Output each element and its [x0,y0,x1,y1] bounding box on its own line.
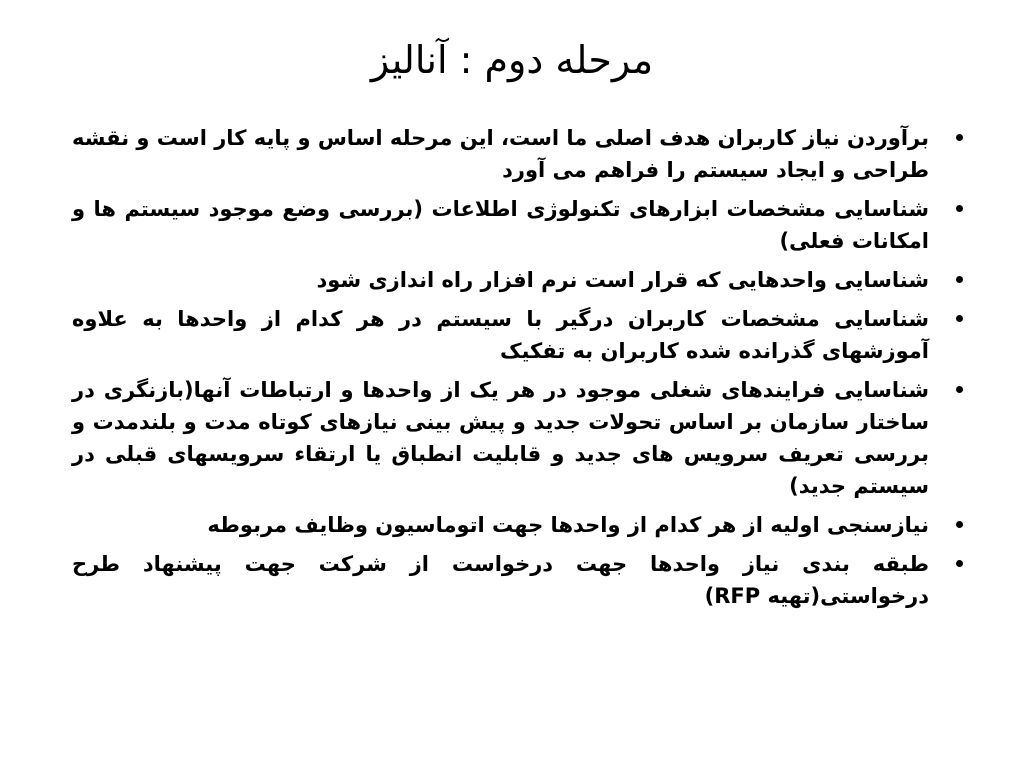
bullet-dot-icon [956,276,963,283]
bullet-dot-icon [956,560,963,567]
bullet-text: شناسایی مشخصات کاربران درگیر با سیستم در هر کدام از واحدها به علاوه آموزشهای گذرانده شده کاربران به تفکیک [72,307,929,363]
bullet-dot-icon [956,521,963,528]
bullet-item [72,374,967,502]
bullet-item [72,548,967,612]
bullet-dot-icon [956,205,963,212]
bullet-text: نیازسنجی اولیه از هر کدام از واحدها جهت اتوماسیون وظایف مربوطه [207,513,929,537]
bullet-text: شناسایی فرایندهای شغلی موجود در هر یک از واحدها و ارتباطات آنها(بازنگری در ساختار سازمان بر اساس تحولات جدید و پیش بینی نیازهای کوتاه مدت و بلندمدت و بررسی تعریف سرویس های جدید و قابلیت انطباق یا ارتقاء سرویسهای قبلی در سیستم جدید) [72,378,929,498]
bullet-item [72,509,967,541]
bullet-item [72,303,967,367]
slide-title: مرحله دوم : آنالیز [370,38,654,82]
bullet-dot-icon [956,134,963,141]
bullet-dot-icon [956,315,963,322]
bullet-item [72,193,967,257]
bullet-text: طبقه بندی نیاز واحدها جهت درخواست از شرکت جهت پیشنهاد طرح درخواستی(تهیه RFP) [72,552,929,608]
bullet-list [72,122,967,619]
bullet-text: شناسایی مشخصات ابزارهای تکنولوژی اطلاعات (بررسی وضع موجود سیستم ها و امکانات فعلی) [72,197,929,253]
bullet-item [72,122,967,186]
bullet-text: شناسایی واحدهایی که قرار است نرم افزار راه اندازی شود [316,268,929,292]
bullet-text: برآوردن نیاز کاربران هدف اصلی ما است، این مرحله اساس و پایه کار است و نقشه طراحی و ایجاد سیستم را فراهم می آورد [72,126,929,182]
bullet-item [72,264,967,296]
bullet-dot-icon [956,386,963,393]
